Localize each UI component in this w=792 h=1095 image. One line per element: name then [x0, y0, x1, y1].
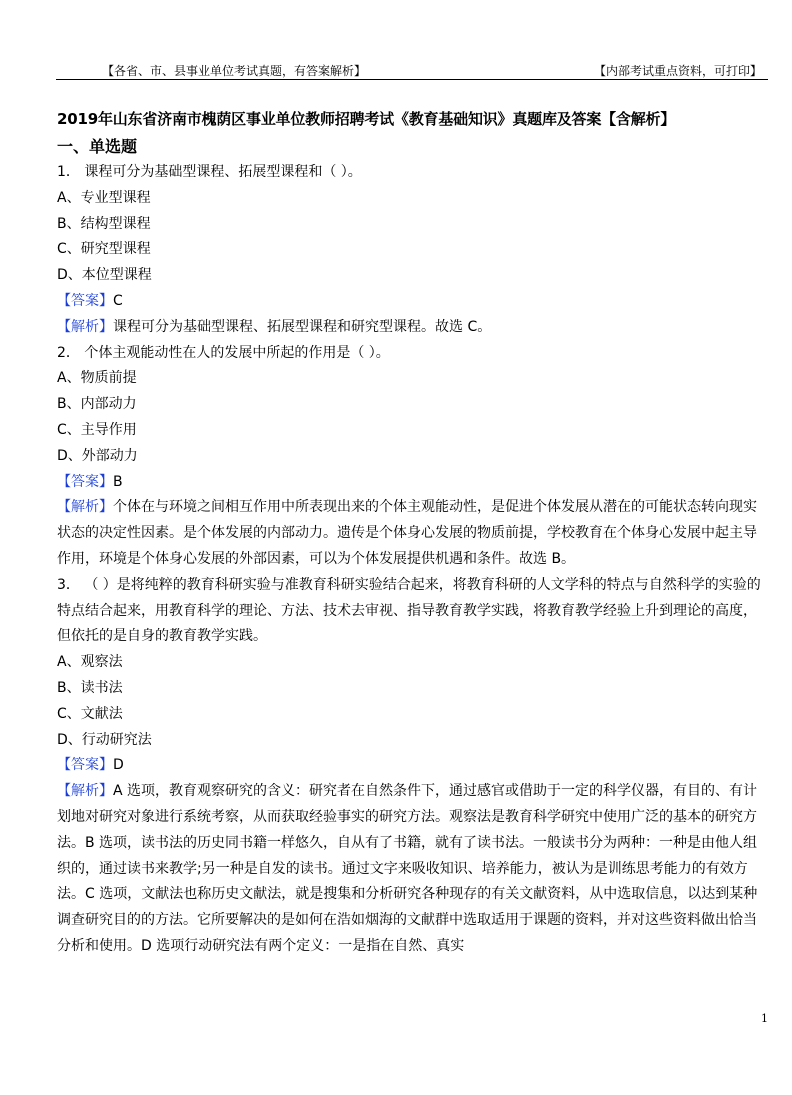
- option-a: A、专业型课程: [57, 189, 151, 206]
- option-c: C、研究型课程: [57, 241, 151, 258]
- analysis-text: A 选项，教育观察研究的含义：研究者在自然条件下，通过感官或借助于一定的科学仪器，有目的、有计划地对研究对象进行系统考察，从而获取经验事实的研究方法。观察法是教育科学研究中使用广泛的基本的研究方法。B 选项，读书法的历史同书籍一样悠久，自从有了书籍，就有了读书法。一般读书分为两种：一种是由他人组织的，通过读书来教学;另一种是自发的读书。通过文字来吸收知识、培养能力，被认为是训练思考能力的有效方法。C 选项，文献法也称历史文献法，就是搜集和分析研究各种现存的有关文献资料，从中选取信息，以达到某种调查研究目的的方法。它所要解决的是如何在浩如烟海的文献群中选取适用于课题的资料，并对这些资料做出恰当分析和使用。D 选项行动研究法有两个定义：一是指在自然、真实: [57, 783, 758, 954]
- answer-label: 【答案】: [57, 473, 113, 490]
- document-title: 2019年山东省济南市槐荫区事业单位教师招聘考试《教育基础知识》真题库及答案【含解析】: [57, 110, 676, 128]
- question-stem: 2． 个体主观能动性在人的发展中所起的作用是（ ）。: [57, 344, 390, 361]
- question-block: [57, 160, 769, 341]
- option-a: A、物质前提: [57, 370, 137, 387]
- analysis-label: 【解析】: [57, 783, 113, 800]
- option-b: B、结构型课程: [57, 215, 151, 232]
- option-c: C、文献法: [57, 705, 123, 722]
- answer-value: D: [113, 757, 124, 774]
- analysis-text: 个体在与环境之间相互作用中所表现出来的个体主观能动性，是促进个体发展从潜在的可能状态转向现实状态的决定性因素。是个体发展的内部动力。遗传是个体身心发展的物质前提，学校教育在个体身心发展中起主导作用，环境是个体身心发展的外部因素，可以为个体发展提供机遇和条件。故选 B。: [57, 499, 757, 567]
- question-stem: 3． （ ）是将纯粹的教育科研实验与准教育科研实验结合起来，将教育科研的人文学科的特点与自然科学的实验的特点结合起来，用教育科学的理论、方法、技术去审视、指导教育教学实践，将教育教学经验上升到理论的高度，但依托的是自身的教育教学实践。: [57, 576, 761, 645]
- analysis-line: [57, 779, 769, 960]
- option-b: B、读书法: [57, 679, 123, 696]
- header-rule: [56, 79, 768, 80]
- header-left-text: 【各省、市、县事业单位考试真题，有答案解析】: [102, 64, 367, 78]
- analysis-line: [57, 315, 769, 341]
- answer-value: B: [113, 473, 123, 490]
- option-d: D、行动研究法: [57, 731, 152, 748]
- header-right-text: 【内部考试重点资料，可打印】: [593, 64, 762, 78]
- option-d: D、本位型课程: [57, 267, 152, 284]
- page-number: 1: [761, 1012, 768, 1025]
- analysis-text: 课程可分为基础型课程、拓展型课程和研究型课程。故选 C。: [113, 318, 492, 335]
- analysis-line: [57, 495, 769, 572]
- answer-label: 【答案】: [57, 757, 113, 774]
- answer-label: 【答案】: [57, 292, 113, 309]
- section-heading: 一、单选题: [57, 137, 138, 156]
- question-stem: 1． 课程可分为基础型课程、拓展型课程和（ ）。: [57, 164, 362, 180]
- question-block: [57, 573, 769, 960]
- answer-line: [57, 289, 769, 315]
- option-c: C、主导作用: [57, 421, 137, 438]
- answer-line: [57, 470, 769, 496]
- answer-line: [57, 753, 769, 779]
- option-b: B、内部动力: [57, 396, 137, 413]
- page-header: [56, 60, 768, 80]
- option-a: A、观察法: [57, 654, 123, 671]
- option-d: D、外部动力: [57, 447, 138, 464]
- analysis-label: 【解析】: [57, 499, 113, 516]
- question-block: [57, 341, 769, 573]
- answer-value: C: [113, 292, 123, 309]
- analysis-label: 【解析】: [57, 318, 113, 335]
- document-body: [57, 106, 769, 960]
